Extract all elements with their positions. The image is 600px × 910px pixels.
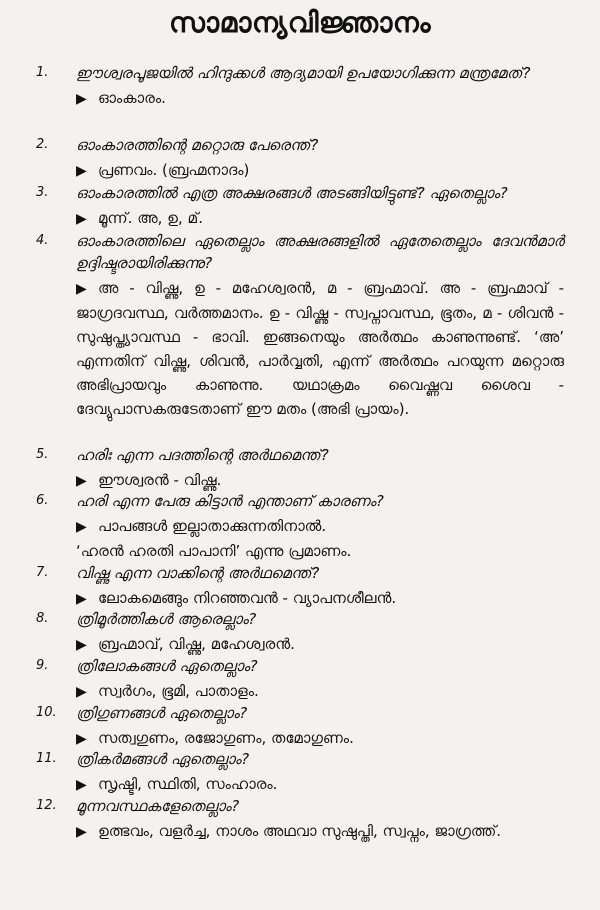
question-text: ഓംകാരത്തിൽ എത്ര അക്ഷരങ്ങൾ അടങ്ങിയിട്ടുണ്ട്? ഏതെല്ലാം? — [76, 184, 508, 202]
arrow-icon: ▶ — [76, 91, 87, 107]
list-item — [36, 748, 564, 797]
answer — [76, 276, 564, 421]
question-text: ഓംകാരത്തിന്റെ മറ്റൊരു പേരെന്ത്? — [76, 136, 319, 154]
question-number: 11. — [36, 751, 57, 766]
question-number: 8. — [36, 611, 49, 626]
question-text: ഈശ്വരപൂജയിൽ ഹിന്ദുക്കൾ ആദ്യമായി ഉപയോഗിക്കുന്ന മന്ത്രമേത്? — [76, 64, 531, 82]
answer-text: ഉത്ഭവം, വളർച്ച, നാശം അഥവാ സുഷുപ്തി, സ്വപ്നം, ജാഗ്രത്ത്. — [98, 822, 502, 840]
arrow-icon: ▶ — [76, 777, 87, 793]
question-text: ത്രിഗുണങ്ങൾ ഏതെല്ലാം? — [76, 704, 248, 722]
list-item — [36, 655, 564, 704]
answer-note: ‘ഹരൻ ഹരതി പാപാനി’ എന്നു പ്രമാണം. — [76, 542, 352, 560]
question-text: ഹരി എന്ന പേരു കിട്ടാൻ എന്താണ് കാരണം? — [76, 492, 384, 510]
arrow-icon: ▶ — [76, 824, 87, 840]
answer-text: ഓംകാരം. — [98, 89, 166, 107]
list-item — [36, 562, 564, 611]
answer — [76, 772, 564, 797]
answer-text: ഈശ്വരൻ - വിഷ്ണു. — [98, 471, 222, 489]
arrow-icon: ▶ — [76, 731, 87, 747]
list-item — [36, 182, 564, 231]
arrow-icon: ▶ — [76, 281, 87, 297]
list-item — [36, 444, 564, 493]
answer-text: സത്വഗുണം, രജോഗുണം, തമോഗുണം. — [98, 729, 354, 747]
answer-text: മൂന്ന്. അ, ഉ, മ്. — [98, 209, 204, 227]
answer — [76, 86, 564, 111]
question-number: 1. — [36, 65, 49, 80]
arrow-icon: ▶ — [76, 519, 87, 535]
question-number: 5. — [36, 447, 49, 462]
list-item — [36, 702, 564, 751]
question-number: 2. — [36, 137, 49, 152]
list-item — [36, 608, 564, 657]
question-number: 7. — [36, 565, 49, 580]
answer-text: അ - വിഷ്ണു, ഉ - മഹേശ്വരൻ, മ - ബ്രഹ്മാവ്. അ - ബ്രഹ്മാവ് - ജാഗ്രദവസ്ഥ, വർത്തമാനം. ഉ - വിഷ്ണു - സ്വപ്നാവസ്ഥ, ഭൂതം, മ - ശിവൻ - സുഷുപ്ത്യാവസ്ഥ - ഭാവി. ഇങ്ങനെയും അർത്ഥം കാണുന്നുണ്ട്. ‘അ’ എന്നതിന് വിഷ്ണു, ശിവൻ, പാർവ്വതി, എന്ന് അർത്ഥം പറയുന്ന മറ്റൊരു അഭിപ്രായവും കാണുന്നു. യഥാക്രമം വൈഷ്ണവ ശൈവ - ദേവ്യുപാസകരുടേതാണ് ഈ മതം (അഭി പ്രായം). — [76, 279, 564, 418]
question-number: 10. — [36, 705, 57, 720]
page-title: സാമാന്യവിജ്ഞാനം — [169, 6, 431, 39]
answer — [76, 632, 564, 657]
question-number: 12. — [36, 798, 57, 813]
question-text: ഹരിഃ എന്ന പദത്തിന്റെ അർഥമെന്ത്? — [76, 446, 329, 464]
question-number: 6. — [36, 493, 49, 508]
answer — [76, 206, 564, 231]
question-number: 4. — [36, 233, 49, 248]
question-number: 3. — [36, 185, 49, 200]
arrow-icon: ▶ — [76, 473, 87, 489]
question-text: ത്രിമൂർത്തികൾ ആരെല്ലാം? — [76, 610, 257, 628]
answer — [76, 514, 564, 539]
list-item — [36, 62, 564, 111]
answer-text: സൃഷ്ടി, സ്ഥിതി, സംഹാരം. — [98, 775, 278, 793]
arrow-icon: ▶ — [76, 637, 87, 653]
question-text: ത്രികർമങ്ങൾ ഏതെല്ലാം? — [76, 750, 250, 768]
question-text: വിഷ്ണു എന്ന വാക്കിന്റെ അർഥമെന്ത്? — [76, 564, 320, 582]
answer-text: ബ്രഹ്മാവ്, വിഷ്ണു, മഹേശ്വരൻ. — [98, 635, 295, 653]
answer-text: സ്വർഗം, ഭൂമി, പാതാളം. — [98, 682, 259, 700]
list-item — [36, 230, 564, 421]
question-text: ഓംകാരത്തിലെ ഏതെല്ലാം അക്ഷരങ്ങളിൽ ഏതേതെല്ലാം ദേവൻമാർ ഉദ്ദിഷ്ടരായിരിക്കുന്നു? — [76, 232, 564, 272]
answer-text: ലോകമെങ്ങും നിറഞ്ഞവൻ - വ്യാപനശീലൻ. — [98, 589, 397, 607]
question-text: ത്രിലോകങ്ങൾ ഏതെല്ലാം? — [76, 657, 258, 675]
arrow-icon: ▶ — [76, 163, 87, 179]
list-item — [36, 490, 564, 563]
question-number: 9. — [36, 658, 49, 673]
answer-text: പാപങ്ങൾ ഇല്ലാതാക്കുന്നതിനാൽ. — [98, 517, 327, 535]
arrow-icon: ▶ — [76, 684, 87, 700]
answer-text: പ്രണവം. (ബ്രഹ്മനാദം) — [98, 161, 250, 179]
answer — [76, 158, 564, 183]
list-item — [36, 795, 564, 844]
list-item — [36, 134, 564, 183]
arrow-icon: ▶ — [76, 591, 87, 607]
answer — [76, 819, 564, 844]
answer — [76, 679, 564, 704]
question-text: മൂന്നവസ്ഥകളേതെല്ലാം? — [76, 797, 240, 815]
arrow-icon: ▶ — [76, 211, 87, 227]
